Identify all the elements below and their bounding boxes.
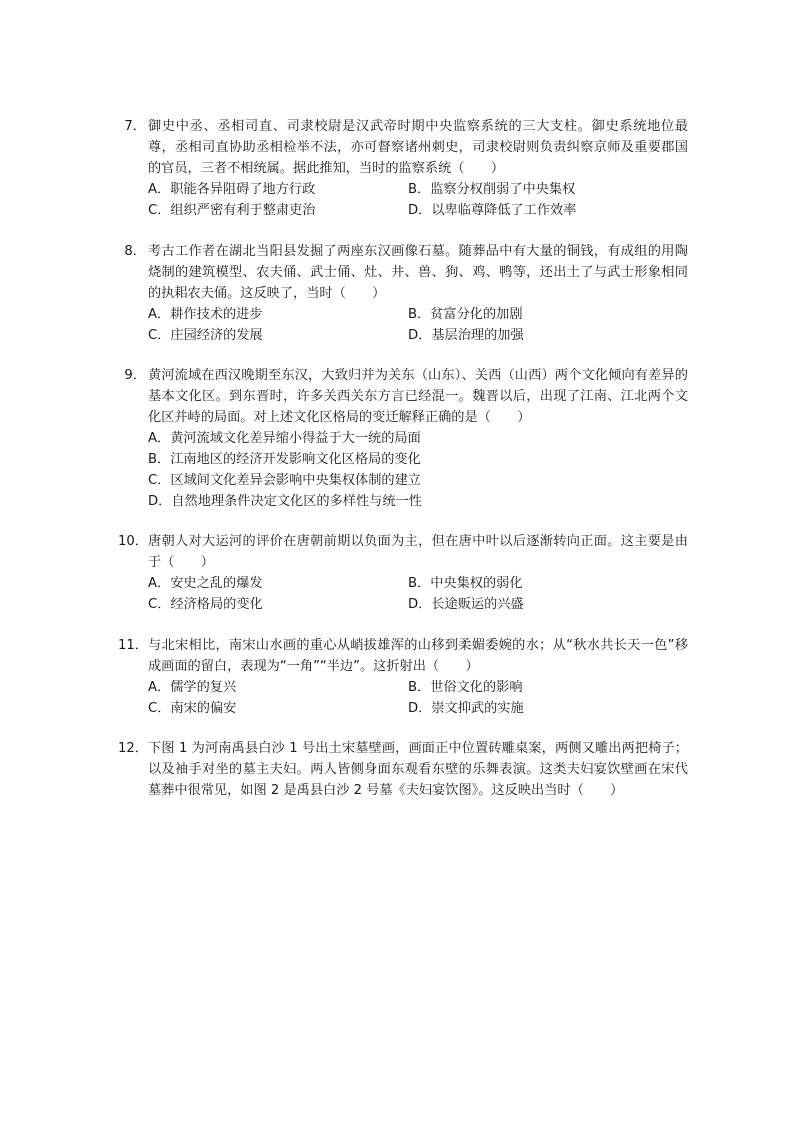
option-c[interactable]: C．庄园经济的发展: [148, 328, 263, 343]
question-number: 10．: [118, 534, 148, 549]
option-a[interactable]: A．儒学的复兴: [148, 680, 237, 695]
question-stem: [118, 116, 688, 179]
option-a[interactable]: A．安史之乱的爆发: [148, 576, 263, 591]
question-number: 12．: [118, 741, 148, 756]
question-text: 唐朝人对大运河的评价在唐朝前期以负面为主，但在唐中叶以后逐渐转向正面。这主要是由于（ ）: [148, 534, 688, 570]
option-a[interactable]: A．职能各异阻碍了地方行政: [148, 182, 316, 197]
question-text: 黄河流域在西汉晚期至东汉，大致归并为关东（山东）、关西（山西）两个文化倾向有差异的基本文化区。到东晋时，许多关西关东方言已经混一。魏晋以后，出现了江南、江北两个文化区并峙的局面。对上述文化区格局的变迁解释正确的是（ ）: [148, 368, 688, 425]
question-9: [118, 365, 688, 512]
option-c[interactable]: C．区域间文化差异会影响中央集权体制的建立: [148, 473, 421, 488]
option-c[interactable]: C．组织严密有利于整肃吏治: [148, 203, 316, 218]
option-d[interactable]: D．基层治理的加强: [408, 328, 524, 343]
option-b[interactable]: B．贫富分化的加剧: [408, 307, 523, 322]
option-d[interactable]: D．以卑临尊降低了工作效率: [408, 203, 577, 218]
question-number: 8．: [124, 244, 146, 259]
option-b[interactable]: B．中央集权的弱化: [408, 576, 523, 591]
question-text: 下图 1 为河南禹县白沙 1 号出土宋墓壁画，画面正中位置砖雕桌案，两侧又雕出两把椅子；以及袖手对坐的墓主夫妇。两人皆侧身面东观看东壁的乐舞表演。这类夫妇宴饮壁画在宋代墓葬中很常见，如图 2 是禹县白沙 2 号墓《夫妇宴饮图》。这反映出当时（ ）: [148, 741, 688, 798]
question-stem: [118, 738, 688, 801]
option-b[interactable]: B．世俗文化的影响: [408, 680, 523, 695]
option-d[interactable]: D．崇文抑武的实施: [408, 701, 524, 716]
question-stem: [118, 531, 688, 573]
option-d[interactable]: D．自然地理条件决定文化区的多样性与统一性: [148, 494, 422, 509]
option-d[interactable]: D．长途贩运的兴盛: [408, 597, 524, 612]
option-b[interactable]: B．监察分权削弱了中央集权: [408, 182, 576, 197]
question-text: 与北宋相比，南宋山水画的重心从峭拔雄浑的山移到柔媚委婉的水；从“秋水共长天一色”移成画面的留白，表现为“一角”“半边”。这折射出（ ）: [148, 638, 688, 674]
option-c[interactable]: C．经济格局的变化: [148, 597, 263, 612]
question-number: 7．: [124, 119, 146, 134]
options: [118, 304, 688, 346]
option-b[interactable]: B．江南地区的经济开发影响文化区格局的变化: [148, 452, 421, 467]
question-text: 御史中丞、丞相司直、司隶校尉是汉武帝时期中央监察系统的三大支柱。御史系统地位最尊，丞相司直协助丞相检举不法，亦可督察诸州刺史，司隶校尉则负责纠察京师及重要郡国的官员，三者不相统属。据此推知，当时的监察系统（ ）: [148, 119, 688, 176]
question-11: [118, 635, 688, 719]
question-stem: [118, 241, 688, 304]
question-number: 9．: [124, 368, 146, 383]
options: [118, 573, 688, 615]
option-a[interactable]: A．耕作技术的进步: [148, 307, 263, 322]
options: [118, 428, 688, 512]
options: [118, 179, 688, 221]
question-number: 11．: [118, 638, 148, 653]
question-stem: [118, 365, 688, 428]
option-a[interactable]: A．黄河流域文化差异缩小得益于大一统的局面: [148, 431, 421, 446]
question-text: 考古工作者在湖北当阳县发掘了两座东汉画像石墓。随葬品中有大量的铜钱，有成组的用陶烧制的建筑模型、农夫俑、武士俑、灶、井、兽、狗、鸡、鸭等，还出土了与武士形象相同的执耜农夫俑。这反映了，当时（ ）: [148, 244, 688, 301]
question-12: [118, 738, 688, 801]
option-c[interactable]: C．南宋的偏安: [148, 701, 237, 716]
question-7: [118, 116, 688, 221]
question-8: [118, 241, 688, 346]
question-stem: [118, 635, 688, 677]
options: [118, 677, 688, 719]
question-10: [118, 531, 688, 615]
